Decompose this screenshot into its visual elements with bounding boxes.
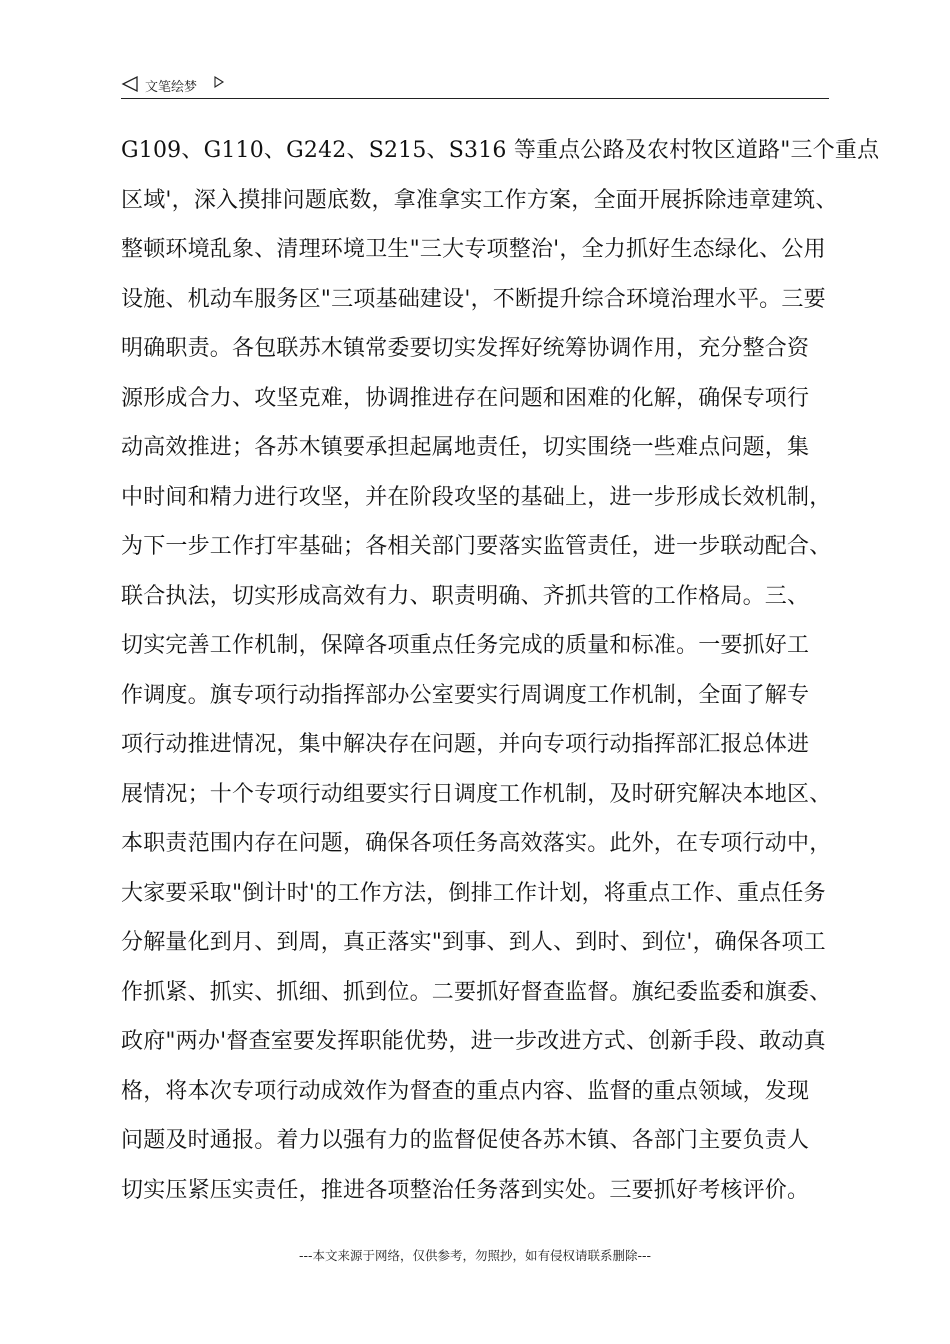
body-line: 设施、机动车服务区"三项基础建设'，不断提升综合环境治理水平。三要 [121, 286, 826, 312]
body-line: 区域'，深入摸排问题底数，拿准拿实工作方案，全面开展拆除违章建筑、 [121, 187, 838, 213]
body-line: 作抓紧、抓实、抓细、抓到位。二要抓好督查监督。旗纪委监委和旗委、 [121, 979, 832, 1005]
document-body [121, 126, 880, 1215]
body-line: 动高效推进；各苏木镇要承担起属地责任，切实围绕一些难点问题，集 [121, 435, 810, 460]
body-line: 问题及时通报。着力以强有力的监督促使各苏木镇、各部门主要负责人 [121, 1128, 810, 1153]
body-line: 源形成合力、攻坚克难，协调推进存在问题和困难的化解，确保专项行 [121, 385, 810, 411]
triangle-right-outline-icon [213, 76, 225, 88]
footer-disclaimer: ---本文来源于网络，仅供参考，勿照抄，如有侵权请联系删除--- [298, 1248, 652, 1263]
body-line: 切实完善工作机制，保障各项重点任务完成的质量和标准。一要抓好工 [121, 633, 810, 658]
header-title: 文笔绘梦 [145, 80, 198, 95]
body-line: 政府"两办'督查室要发挥职能优势，进一步改进方式、创新手段、敢动真 [121, 1029, 826, 1054]
triangle-left-outline-icon [121, 75, 139, 93]
body-line: 项行动推进情况，集中解决存在问题，并向专项行动指挥部汇报总体进 [121, 732, 810, 757]
body-line: 为下一步工作打牢基础；各相关部门要落实监管责任，进一步联动配合、 [121, 534, 832, 559]
page-header [121, 72, 829, 99]
body-line: 大家要采取"倒计时'的工作方法，倒排工作计划，将重点工作、重点任务 [121, 880, 826, 906]
body-line: 格，将本次专项行动成效作为督查的重点内容、监督的重点领域，发现 [121, 1078, 810, 1104]
body-line: G109、G110、G242、S215、S316 等重点公路及农村牧区道路"三个重点 [121, 138, 880, 163]
body-line: 本职责范围内存在问题，确保各项任务高效落实。此外，在专项行动中， [121, 831, 832, 856]
body-line: 作调度。旗专项行动指挥部办公室要实行周调度工作机制，全面了解专 [121, 682, 810, 708]
body-line: 明确职责。各包联苏木镇常委要切实发挥好统筹协调作用，充分整合资 [121, 336, 810, 361]
body-line: 切实压紧压实责任，推进各项整治任务落到实处。三要抓好考核评价。 [121, 1177, 810, 1203]
body-line: 分解量化到月、到周，真正落实"到事、到人、到时、到位'，确保各项工 [121, 930, 826, 955]
body-line: 整顿环境乱象、清理环境卫生"三大专项整治'，全力抓好生态绿化、公用 [121, 237, 826, 262]
body-line: 中时间和精力进行攻坚，并在阶段攻坚的基础上，进一步形成长效机制， [121, 484, 832, 510]
body-line: 展情况；十个专项行动组要实行日调度工作机制，及时研究解决本地区、 [121, 781, 832, 807]
body-line: 联合执法，切实形成高效有力、职责明确、齐抓共管的工作格局。三、 [121, 583, 810, 609]
